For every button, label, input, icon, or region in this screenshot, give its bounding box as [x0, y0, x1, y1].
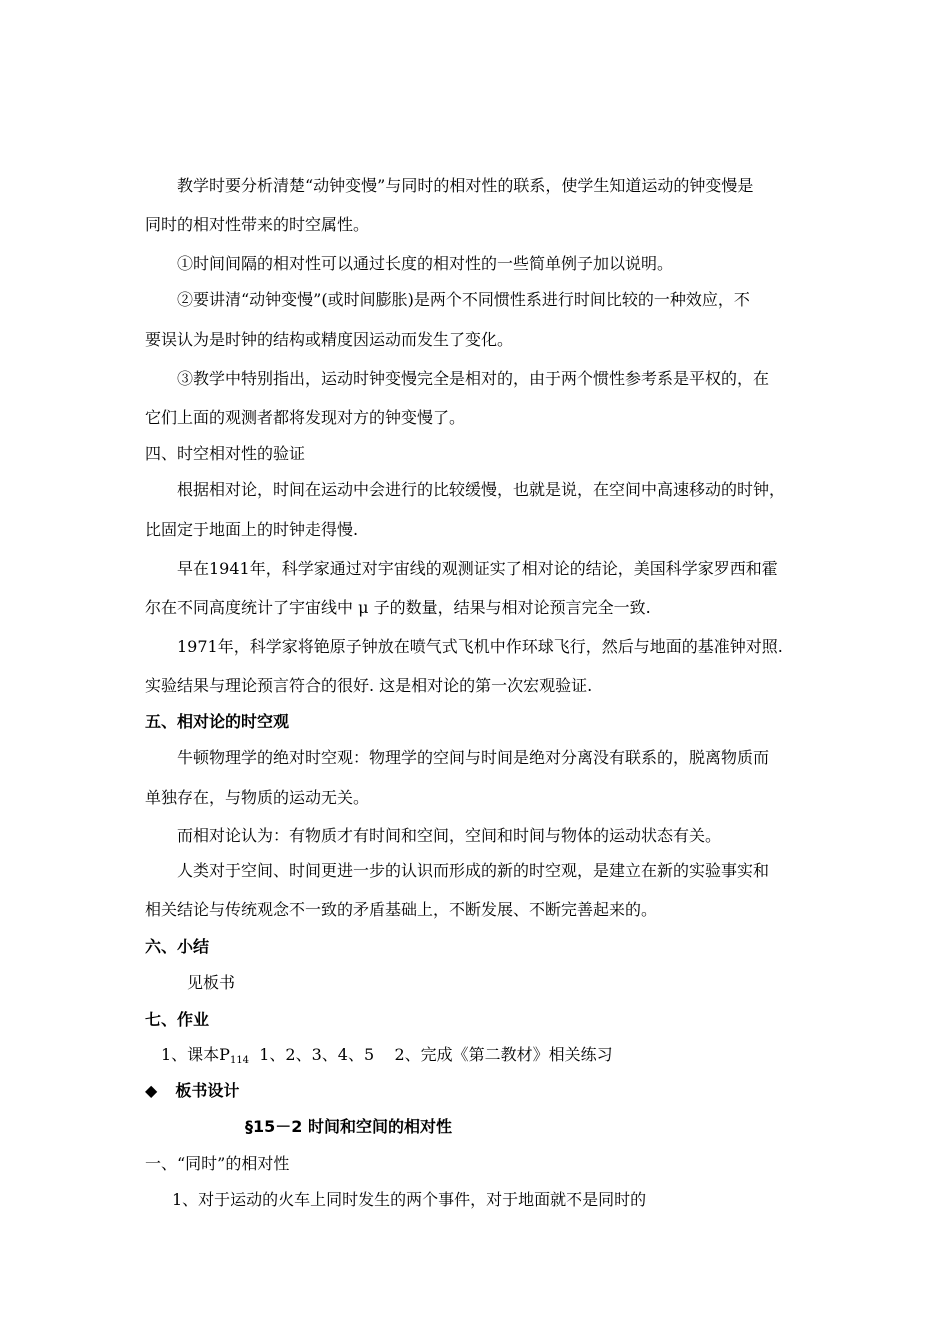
paragraph-line: 它们上面的观测者都将发现对方的钟变慢了。 — [145, 408, 466, 427]
paragraph-line: 相关结论与传统观念不一致的矛盾基础上，不断发展、不断完善起来的。 — [145, 900, 658, 919]
paragraph-line: 人类对于空间、时间更进一步的认识而形成的新的时空观，是建立在新的实验事实和 — [177, 861, 770, 880]
section-heading: 四、时空相对性的验证 — [145, 444, 306, 463]
paragraph-line: 牛顿物理学的绝对时空观：物理学的空间与时间是绝对分离没有联系的，脱离物质而 — [177, 748, 770, 767]
board-item: 1、对于运动的火车上同时发生的两个事件，对于地面就不是同时的 — [172, 1190, 647, 1209]
paragraph-line: ③教学中特别指出，运动时钟变慢完全是相对的，由于两个惯性参考系是平权的，在 — [177, 369, 770, 388]
page-subscript: 114 — [229, 1055, 250, 1066]
paragraph-line: 尔在不同高度统计了宇宙线中 μ 子的数量，结果与相对论预言完全一致. — [145, 598, 651, 617]
homework-text: 1、2、3、4、5 2、完成《第二教材》相关练习 — [249, 1045, 613, 1064]
paragraph-line: 同时的相对性带来的时空属性。 — [145, 215, 370, 234]
board-section-title: §15－2 时间和空间的相对性 — [245, 1117, 452, 1136]
paragraph-line: 1971年，科学家将铯原子钟放在喷气式飞机中作环球飞行，然后与地面的基准钟对照. — [177, 637, 783, 656]
section-heading: 六、小结 — [145, 937, 210, 956]
paragraph-line: 见板书 — [187, 973, 236, 992]
homework-text: 1、课本P — [161, 1045, 230, 1064]
homework-line — [161, 1045, 613, 1071]
paragraph-line: 早在1941年，科学家通过对宇宙线的观测证实了相对论的结论，美国科学家罗西和霍 — [177, 559, 778, 578]
paragraph-line: ①时间间隔的相对性可以通过长度的相对性的一些简单例子加以说明。 — [177, 254, 674, 273]
section-heading: 五、相对论的时空观 — [145, 712, 290, 731]
paragraph-line: 实验结果与理论预言符合的很好. 这是相对论的第一次宏观验证. — [145, 676, 593, 695]
paragraph-line: 单独存在，与物质的运动无关。 — [145, 788, 370, 807]
paragraph-line: 教学时要分析清楚“动钟变慢”与同时的相对性的联系，使学生知道运动的钟变慢是 — [177, 176, 754, 195]
paragraph-line: 根据相对论，时间在运动中会进行的比较缓慢，也就是说，在空间中高速移动的时钟， — [177, 480, 786, 499]
paragraph-line: 要误认为是时钟的结构或精度因运动而发生了变化。 — [145, 330, 514, 349]
paragraph-line: 而相对论认为：有物质才有时间和空间，空间和时间与物体的运动状态有关。 — [177, 826, 722, 845]
board-subheading: 一、“同时”的相对性 — [145, 1154, 290, 1173]
paragraph-line: 比固定于地面上的时钟走得慢. — [145, 520, 359, 539]
diamond-bullet-icon: ◆ — [145, 1081, 158, 1100]
paragraph-line: ②要讲清“动钟变慢”(或时间膨胀)是两个不同惯性系进行时间比较的一种效应，不 — [177, 290, 750, 309]
board-design-heading — [145, 1081, 239, 1101]
section-heading: 七、作业 — [145, 1010, 210, 1029]
board-design-title: 板书设计 — [175, 1081, 240, 1100]
